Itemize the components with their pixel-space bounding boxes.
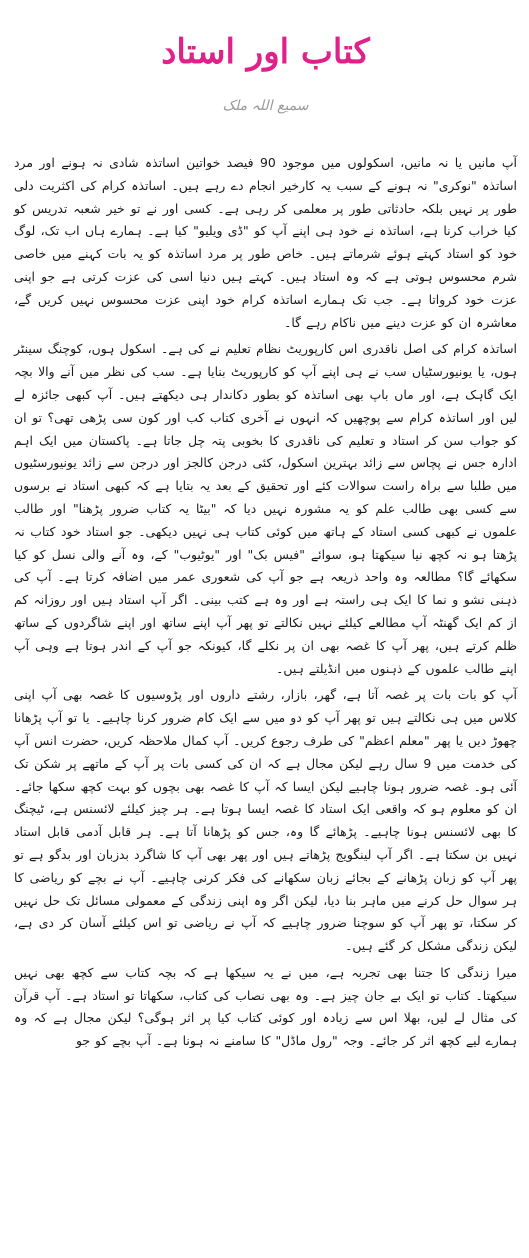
paragraph: آپ مانیں یا نہ مانیں، اسکولوں میں موجود 90 فیصد خواتین اساتذہ شادی نہ ہونے اور مرد اساتذہ "نوکری" نہ ہونے کے سبب یہ کارخیر انجام دے رہے ہیں۔ اساتذہ کرام کی اکثریت دلی طور پر نہیں بلکہ حادثاتی طور پر معلمی کر رہی ہے۔ کسی اور نے تو خیر شعبہ تدریس کو کیا خراب کرنا ہے، اساتذہ نے خود ہی اپنے آپ کو "ڈی ویلیو" کیا ہے۔ ہمارے ہاں اب تک، لوگ خود کو استاد کہتے ہوئے شرماتے ہیں۔ خاص طور پر مرد اساتذہ کو یہ بات کہنے میں خاصی شرم محسوس ہوتی ہے کہ وہ استاد ہیں۔ کہتے ہیں دنیا اسی کی عزت کرتی ہے جو اپنی عزت خود کرواتا ہے۔ جب تک ہمارے اساتذہ کرام خود اپنی عزت محسوس نہیں کریں گے، معاشرہ ان کو عزت دینے میں ناکام رہے گا۔ (14, 155, 517, 330)
paragraph: آپ کو بات بات پر غصہ آتا ہے، گھر، بازار، رشتے داروں اور پڑوسیوں کا غصہ بھی آپ اپنی کلاس میں ہی نکالتے ہیں تو پھر آپ کو دو میں سے ایک کام ضرور کرنا چاہیے۔ یا تو آپ پڑھانا چھوڑ دیں یا پھر "معلم اعظم" کی طرف رجوع کریں۔ آپ کمال ملاحظہ کریں، حضرت انس آپ کی خدمت میں 9 سال رہے لیکن مجال ہے کہ ان کی کسی بات پر آپ کے ماتھے پر شکن تک آئی ہو۔ غصہ ضرور ہونا چاہیے لیکن ایسا کہ آپ کا غصہ بھی بچوں کو بہت کچھ سکھا جائے۔ ان کو معلوم ہو کہ واقعی ایک استاد کا غصہ ایسا ہوتا ہے۔ ہر چیز کیلئے لائسنس ہے، ٹیچنگ کا بھی لائسنس ہونا چاہیے۔ پڑھائے گا وہ، جس کو پڑھانا آتا ہے۔ ہر قابل آدمی قابل استاد نہیں بن سکتا ہے۔ اگر آپ لینگویج پڑھاتے ہیں اور پھر بھی آپ کا شاگرد بدزبان اور بدگو ہے تو پھر آپ کو زبان پڑھانے کے بجائے زبان سکھانے کی فکر کرنی چاہیے۔ آپ نے بچے کو ریاضی کا ہر سوال حل کرنے میں ماہر بنا دیا، لیکن اگر وہ اپنی زندگی کے معمولی مسائل تک حل نہیں کر سکتا، تو پھر آپ کو سوچنا ضرور چاہیے کہ آپ نے ریاضی تو اس کیلئے آسان کر دی ہے، لیکن زندگی مشکل کر گئے ہیں۔ (14, 687, 517, 954)
paragraph: میرا زندگی کا جتنا بھی تجربہ ہے، میں نے یہ سیکھا ہے کہ بچہ کتاب سے کچھ بھی نہیں سیکھتا۔ کتاب تو ایک بے جان چیز ہے۔ وہ بھی نصاب کی کتاب، سکھاتا تو استاد ہے۔ آپ قرآن کی مثال لے لیں، بھلا اس سے زیادہ اور کوئی کتاب کیا پر اثر ہوگی؟ لیکن مجال ہے کہ وہ ہمارے لیے کچھ اثر کر جائے۔ وجہ "رول ماڈل" کا سامنے نہ ہونا ہے۔ آپ بچے کو جو (14, 964, 517, 1049)
author-byline: سمیع اللہ ملک (222, 98, 309, 114)
paragraph: اساتذہ کرام کی اصل ناقدری اس کارپوریٹ نظام تعلیم نے کی ہے۔ اسکول ہوں، کوچنگ سینٹر ہوں، یا یونیورسٹیاں سب نے ہی اپنے آپ کو کارپوریٹ بنایا ہے۔ سب کی نظر میں آنے والا بچہ ایک گاہک ہے، اور ماں باپ بھی اساتذہ کو بطور دکاندار ہی دیکھتے ہیں۔ آپ کبھی جائزہ لے لیں اور اساتذہ کرام سے پوچھیں کہ انہوں نے آخری کتاب کب اور کون سی پڑھی تھی؟ تو ان کو جواب سن کر استاد و تعلیم کی ناقدری کا بخوبی پتہ چل جاتا ہے۔ پاکستان میں ایک اہم ادارہ جس نے پچاس سے زائد بہترین اسکول، کئی درجن کالجز اور درجن سے زائد یونیورسٹیوں میں طلبا سے براہ راست سوالات کئے اور تحقیق کے بعد یہ بتایا ہے کہ کبھی استاد نے برسوں سے کسی بھی طالب علم کو یہ مشورہ نہیں دیا کہ "بیٹا یہ کتاب ضرور پڑھنا" اور طالب علموں نے کبھی کسی استاد کے ہاتھ میں کوئی کتاب ہی نہیں دیکھی۔ جو استاد خود کتاب نہ پڑھتا ہو نہ کچھ نیا سیکھتا ہو، سوائے "فیس بک" اور "یوٹیوب" کے، وہ آنے والی نسل کو کیا سکھائے گا؟ مطالعہ وہ واحد ذریعہ ہے جو آپ کی شعوری عمر میں اضافہ کرتا ہے۔ آپ کی ذہنی نشو و نما کا ایک ہی راستہ ہے اور وہ ہے کتب بینی۔ اگر آپ استاد ہیں اور روزانہ کم از کم ایک گھنٹہ آپ مطالعے کیلئے نہیں نکالتے تو پھر آپ اپنے ساتھ اور اپنے شاگردوں کے ساتھ ظلم کرتے ہیں، پھر آپ کا غصہ بھی ان پر نکلے گا، کیونکہ جو آپ کے اندر ہوتا ہے وہی آپ اپنے طالب علموں کے ذہنوں میں انڈیلتے ہیں۔ (14, 341, 517, 676)
article-body (14, 152, 517, 1053)
article-title: کتاب اور استاد (161, 32, 370, 72)
